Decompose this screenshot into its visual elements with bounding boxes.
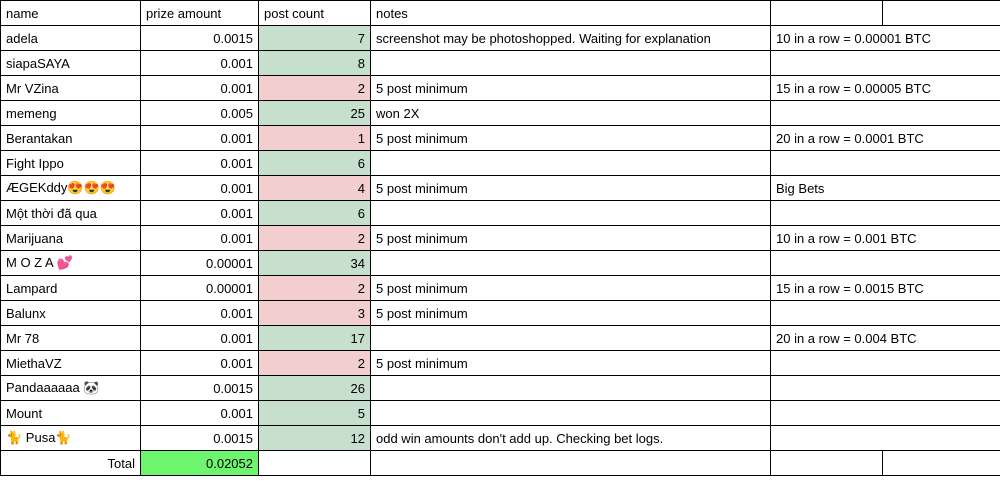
column-header-name[interactable]: name bbox=[1, 1, 141, 26]
side-note[interactable]: 10 in a row = 0.00001 BTC bbox=[771, 26, 1000, 51]
cell-prize-amount[interactable]: 0.001 bbox=[141, 51, 259, 76]
cell-prize-amount[interactable]: 0.0015 bbox=[141, 426, 259, 451]
cell-notes[interactable] bbox=[371, 51, 771, 76]
cell-prize-amount[interactable]: 0.0015 bbox=[141, 376, 259, 401]
cell-prize-amount[interactable]: 0.001 bbox=[141, 226, 259, 251]
table-row bbox=[1, 76, 1000, 101]
cell-post-count[interactable]: 4 bbox=[259, 176, 371, 201]
cell-post-count[interactable]: 34 bbox=[259, 251, 371, 276]
cell-prize-amount[interactable]: 0.0015 bbox=[141, 26, 259, 51]
cell-name[interactable]: Mr VZina bbox=[1, 76, 141, 101]
cell-notes[interactable]: 5 post minimum bbox=[371, 126, 771, 151]
cell-prize-amount[interactable]: 0.005 bbox=[141, 101, 259, 126]
table-row bbox=[1, 201, 1000, 226]
cell-notes[interactable] bbox=[371, 201, 771, 226]
cell-prize-amount[interactable]: 0.001 bbox=[141, 76, 259, 101]
cell-post-count[interactable]: 8 bbox=[259, 51, 371, 76]
table-row bbox=[1, 51, 1000, 76]
table-row bbox=[1, 251, 1000, 276]
cell-notes[interactable]: 5 post minimum bbox=[371, 276, 771, 301]
cell-name[interactable]: Mount bbox=[1, 401, 141, 426]
cell-post-count[interactable]: 2 bbox=[259, 76, 371, 101]
total-value[interactable]: 0.02052 bbox=[141, 451, 259, 476]
cell-name[interactable]: adela bbox=[1, 26, 141, 51]
side-note[interactable]: Big Bets bbox=[771, 176, 1000, 201]
cell-notes[interactable] bbox=[371, 401, 771, 426]
table-row bbox=[1, 126, 1000, 151]
table-row bbox=[1, 26, 1000, 51]
side-note-empty[interactable] bbox=[771, 401, 1000, 426]
cell-notes[interactable] bbox=[371, 251, 771, 276]
cell-prize-amount[interactable]: 0.00001 bbox=[141, 276, 259, 301]
side-note-empty[interactable] bbox=[771, 426, 1000, 451]
cell-name[interactable]: memeng bbox=[1, 101, 141, 126]
total-label: Total bbox=[1, 451, 141, 476]
side-note-empty[interactable] bbox=[771, 301, 1000, 326]
table-row bbox=[1, 326, 1000, 351]
cell-prize-amount[interactable]: 0.001 bbox=[141, 151, 259, 176]
cell-prize-amount[interactable]: 0.001 bbox=[141, 401, 259, 426]
side-note-empty[interactable] bbox=[771, 201, 1000, 226]
cell-name[interactable]: M O Z A 💕 bbox=[1, 251, 141, 276]
cell-notes[interactable]: 5 post minimum bbox=[371, 351, 771, 376]
table-row bbox=[1, 301, 1000, 326]
table-row bbox=[1, 176, 1000, 201]
cell-post-count[interactable]: 6 bbox=[259, 151, 371, 176]
cell-prize-amount[interactable]: 0.001 bbox=[141, 176, 259, 201]
side-note[interactable]: 15 in a row = 0.00005 BTC bbox=[771, 76, 1000, 101]
cell-post-count[interactable]: 5 bbox=[259, 401, 371, 426]
side-note[interactable]: 15 in a row = 0.0015 BTC bbox=[771, 276, 1000, 301]
table-row bbox=[1, 226, 1000, 251]
table-row bbox=[1, 401, 1000, 426]
cell-notes[interactable]: 5 post minimum bbox=[371, 76, 771, 101]
cell-name[interactable]: 🐈 Pusa🐈 bbox=[1, 426, 141, 451]
cell-name[interactable]: siapaSAYA bbox=[1, 51, 141, 76]
cell-name[interactable]: Pandaaaaaa 🐼 bbox=[1, 376, 141, 401]
cell-name[interactable]: Balunx bbox=[1, 301, 141, 326]
side-note[interactable]: 10 in a row = 0.001 BTC bbox=[771, 226, 1000, 251]
column-header-notes[interactable]: notes bbox=[371, 1, 771, 26]
cell-post-count[interactable]: 12 bbox=[259, 426, 371, 451]
cell-notes[interactable]: 5 post minimum bbox=[371, 301, 771, 326]
cell-name[interactable]: MiethaVZ bbox=[1, 351, 141, 376]
cell-prize-amount[interactable]: 0.001 bbox=[141, 301, 259, 326]
cell-prize-amount[interactable]: 0.001 bbox=[141, 126, 259, 151]
column-header-prize[interactable]: prize amount bbox=[141, 1, 259, 26]
cell-name[interactable]: Berantakan bbox=[1, 126, 141, 151]
side-note[interactable]: 20 in a row = 0.0001 BTC bbox=[771, 126, 1000, 151]
cell-post-count[interactable]: 2 bbox=[259, 351, 371, 376]
cell-notes[interactable]: odd win amounts don't add up. Checking bet logs. bbox=[371, 426, 771, 451]
cell-post-count[interactable]: 17 bbox=[259, 326, 371, 351]
cell-name[interactable]: Mr 78 bbox=[1, 326, 141, 351]
cell-notes[interactable] bbox=[371, 151, 771, 176]
table-row bbox=[1, 151, 1000, 176]
side-note-empty[interactable] bbox=[771, 376, 1000, 401]
total-filler-1[interactable] bbox=[259, 451, 371, 476]
cell-notes[interactable]: 5 post minimum bbox=[371, 176, 771, 201]
cell-notes[interactable]: screenshot may be photoshopped. Waiting for explanation bbox=[371, 26, 771, 51]
cell-post-count[interactable]: 1 bbox=[259, 126, 371, 151]
cell-name[interactable]: Marijuana bbox=[1, 226, 141, 251]
cell-notes[interactable] bbox=[371, 376, 771, 401]
total-filler-2[interactable] bbox=[371, 451, 771, 476]
cell-prize-amount[interactable]: 0.001 bbox=[141, 201, 259, 226]
side-note-empty[interactable] bbox=[771, 151, 1000, 176]
cell-name[interactable]: ÆGEKddy😍😍😍 bbox=[1, 176, 141, 201]
cell-post-count[interactable]: 7 bbox=[259, 26, 371, 51]
cell-notes[interactable]: 5 post minimum bbox=[371, 226, 771, 251]
cell-post-count[interactable]: 3 bbox=[259, 301, 371, 326]
side-header-cell[interactable] bbox=[771, 1, 883, 26]
cell-post-count[interactable]: 26 bbox=[259, 376, 371, 401]
table-header-row bbox=[1, 1, 1000, 26]
cell-prize-amount[interactable]: 0.00001 bbox=[141, 251, 259, 276]
cell-notes[interactable]: won 2X bbox=[371, 101, 771, 126]
column-header-posts[interactable]: post count bbox=[259, 1, 371, 26]
table-row bbox=[1, 426, 1000, 451]
cell-prize-amount[interactable]: 0.001 bbox=[141, 326, 259, 351]
cell-post-count[interactable]: 2 bbox=[259, 276, 371, 301]
cell-name[interactable]: Fight Ippo bbox=[1, 151, 141, 176]
side-note-empty[interactable] bbox=[771, 351, 1000, 376]
table-row bbox=[1, 351, 1000, 376]
cell-name[interactable]: Một thời đã qua bbox=[1, 201, 141, 226]
side-header-cell-2[interactable] bbox=[883, 1, 1000, 26]
table-row bbox=[1, 276, 1000, 301]
side-note[interactable]: 20 in a row = 0.004 BTC bbox=[771, 326, 1000, 351]
cell-post-count[interactable]: 25 bbox=[259, 101, 371, 126]
cell-post-count[interactable]: 6 bbox=[259, 201, 371, 226]
table-row bbox=[1, 376, 1000, 401]
table-row bbox=[1, 101, 1000, 126]
cell-post-count[interactable]: 2 bbox=[259, 226, 371, 251]
cell-notes[interactable] bbox=[371, 326, 771, 351]
cell-name[interactable]: Lampard bbox=[1, 276, 141, 301]
total-row bbox=[1, 451, 1000, 476]
total-filler-3[interactable] bbox=[771, 451, 883, 476]
side-note-empty[interactable] bbox=[771, 101, 1000, 126]
side-note-empty[interactable] bbox=[771, 251, 1000, 276]
cell-prize-amount[interactable]: 0.001 bbox=[141, 351, 259, 376]
side-note-empty[interactable] bbox=[771, 51, 1000, 76]
total-filler-4[interactable] bbox=[883, 451, 1000, 476]
